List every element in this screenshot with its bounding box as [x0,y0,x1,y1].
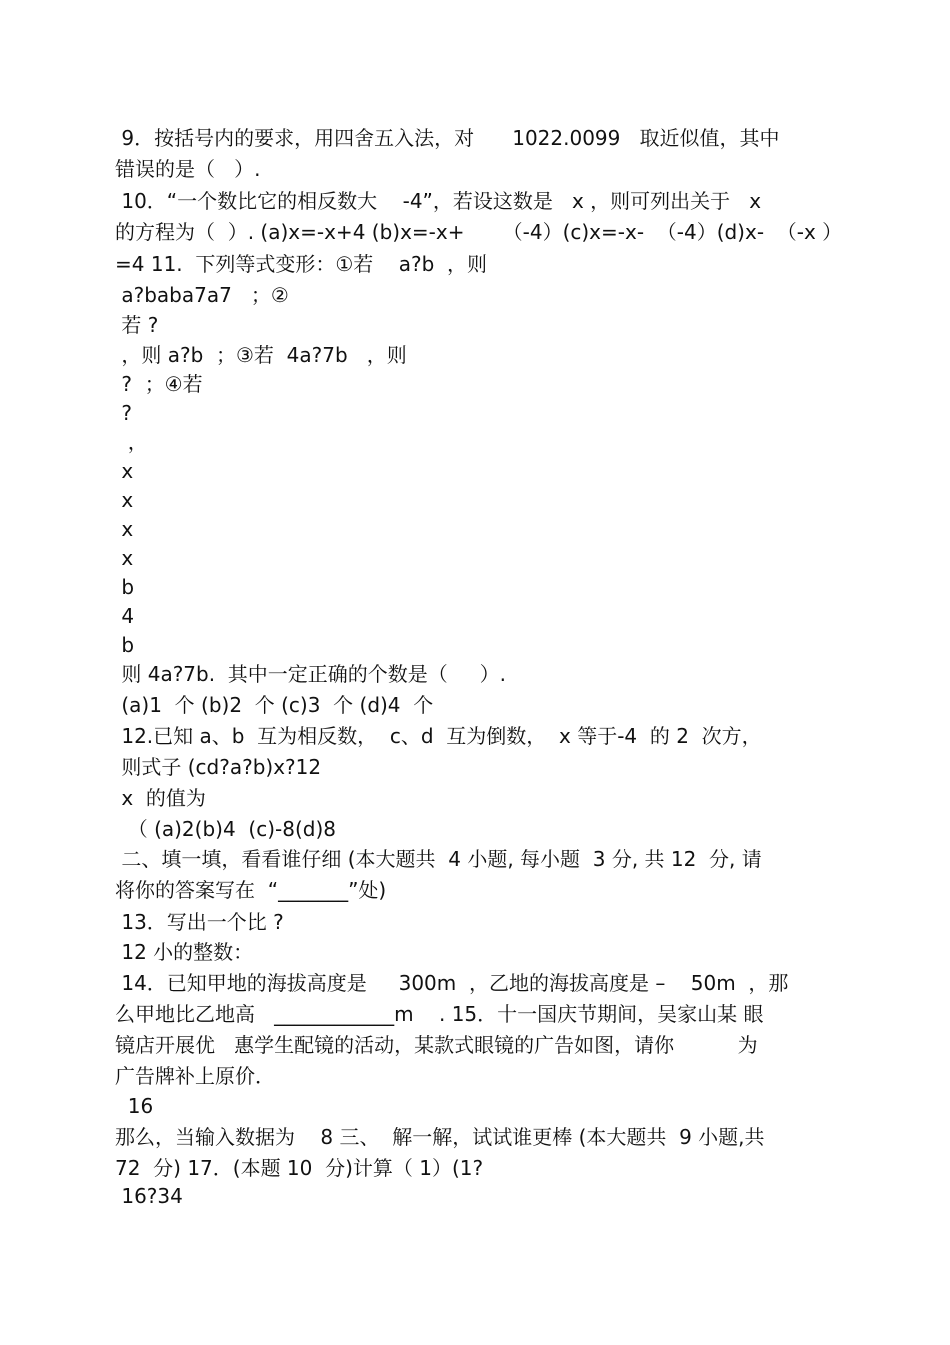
text-line: (a)1 个 (b)2 个 (c)3 个 (d)4 个 [115,693,434,717]
text-line: ? [115,401,132,425]
text-line: ， [115,430,148,454]
text-line: x [115,459,134,483]
text-line: 16 [115,1094,154,1118]
text-line: ? ；④若 [115,372,203,396]
text-line: x [115,517,134,541]
text-line: b [115,575,135,599]
text-line: （ (a)2(b)4 (c)-8(d)8 [115,817,336,841]
text-line: 12.已知 a、b 互为相反数， c、d 互为倒数， x 等于-4 的 2 次方， [115,724,762,748]
text-line: 72 分) 17．(本题 10 分)计算（ 1）(1? [115,1156,484,1180]
text-line: ，则 a?b ；③若 4a?7b ，则 [115,343,407,367]
text-line: 错误的是（ ）. [115,157,261,181]
text-line: 4 [115,604,135,628]
text-line: 10．“一个数比它的相反数大 -4”，若设这数是 x ，则可列出关于 x [115,189,762,213]
text-line: 14．已知甲地的海拔高度是 300m ，乙地的海拔高度是 – 50m ，那 [115,971,789,995]
text-line: 9．按括号内的要求，用四舍五入法，对 1022.0099 取近似值，其中 [115,126,780,150]
text-line: b [115,633,135,657]
text-line: 则式子 (cd?a?b)x?12 [115,755,322,779]
text-line: 则 4a?7b. 其中一定正确的个数是（ ）. [115,662,506,686]
text-line: 二、填一填，看看谁仔细 (本大题共 4 小题, 每小题 3 分, 共 12 分, 请 [115,847,762,871]
text-line: 么甲地比乙地高 ____________m . 15．十一国庆节期间，吴家山某 眼 [115,1002,764,1026]
text-line: 12 小的整数： [115,940,254,964]
text-line: 镜店开展优 惠学生配镜的活动，某款式眼镜的广告如图，请你 为 [115,1033,758,1057]
text-line: x 的值为 [115,786,206,810]
text-line: 那么，当输入数据为 8 三、 解一解，试试谁更棒 (本大题共 9 小题,共 [115,1125,765,1149]
text-line: 13．写出一个比 ? [115,910,284,934]
text-line: x [115,488,134,512]
text-line: 若 ? [115,313,159,337]
text-line: 广告牌补上原价． [115,1064,275,1088]
text-line: 将你的答案写在 “_______”处) [115,878,387,902]
text-line: =4 11. 下列等式变形：①若 a?b ，则 [115,252,488,276]
text-line: x [115,546,134,570]
text-line: 的方程为（ ）. (a)x=-x+4 (b)x=-x+ （-4）(c)x=-x- （-4）(d)x- （-x ） [115,220,843,244]
text-line: 16?34 [115,1184,183,1208]
text-line: a?baba7a7 ；② [115,283,289,307]
